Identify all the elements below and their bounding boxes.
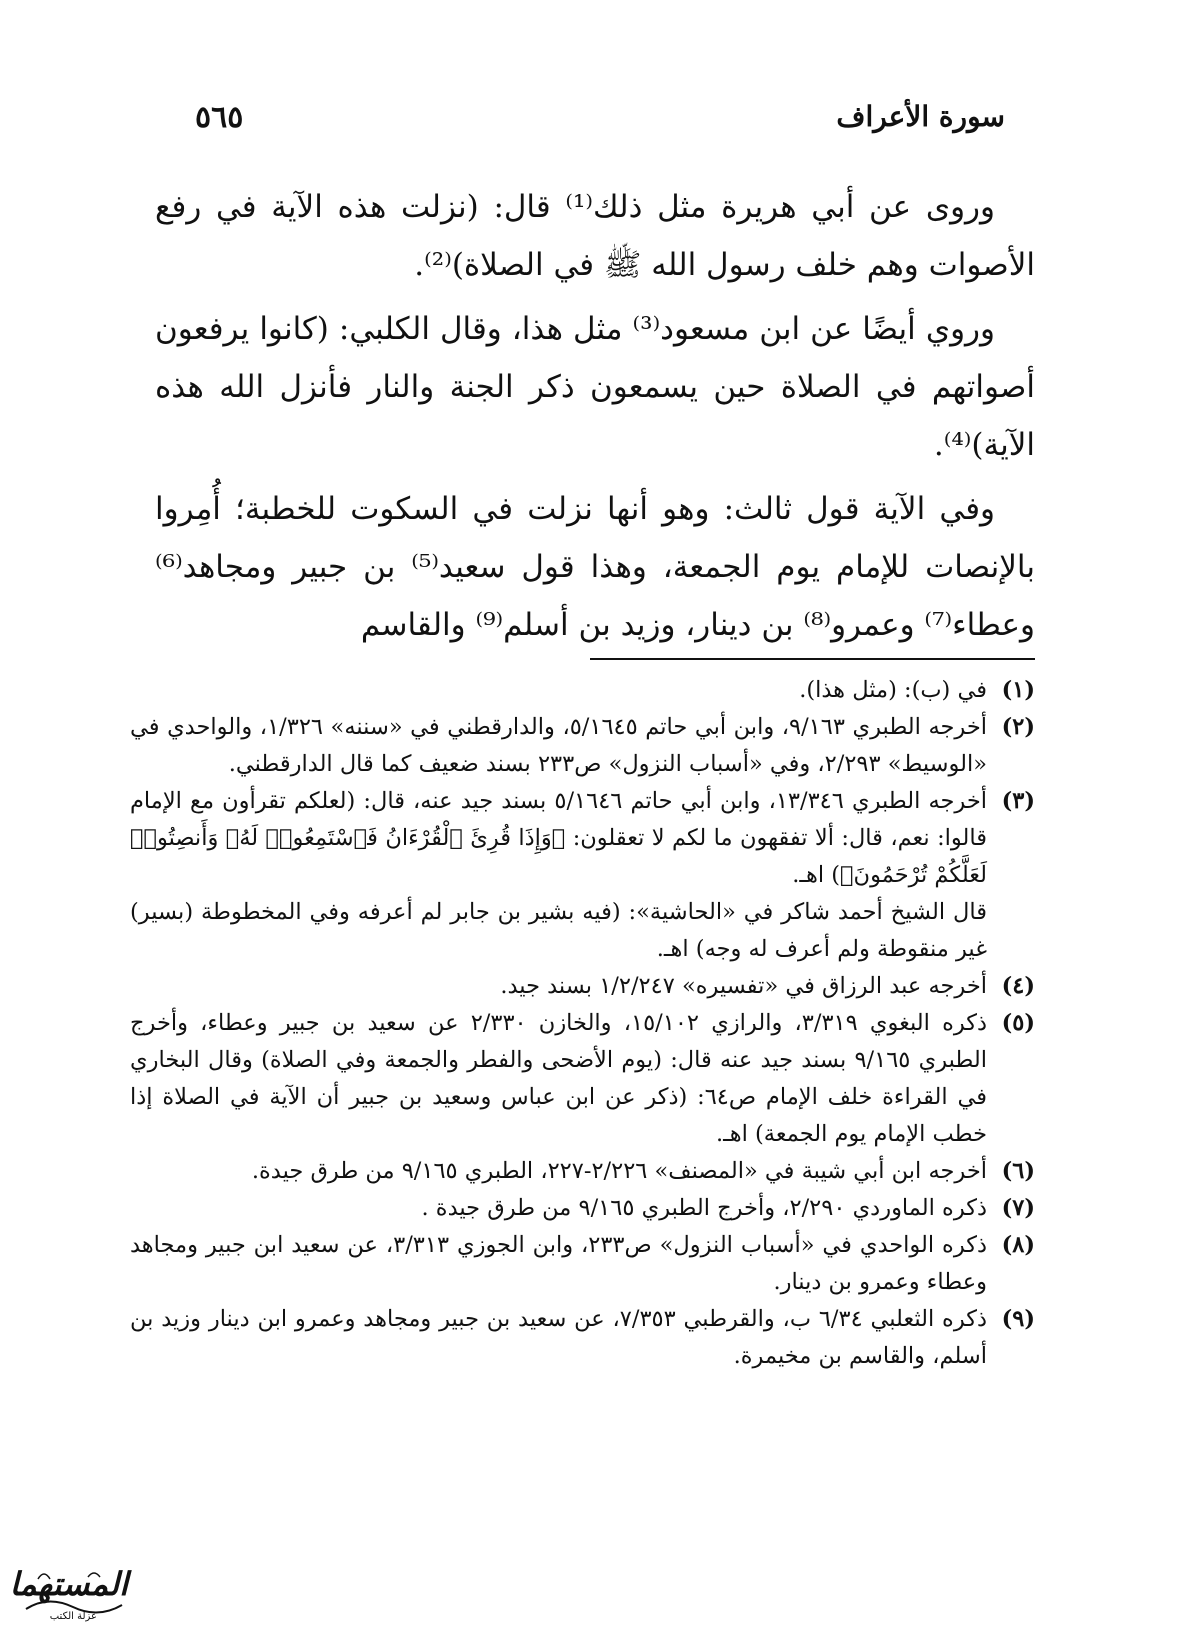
footnote-number: (٨) bbox=[1001, 1232, 1035, 1258]
footnote-3 bbox=[130, 783, 1035, 894]
publisher-logo bbox=[9, 1565, 128, 1635]
footnote-number: (٦) bbox=[1001, 1158, 1035, 1184]
paragraph-1: وروى عن أبي هريرة مثل ذلك⁽¹⁾ قال: (نزلت هذه الآية في رفع الأصوات وهم خلف رسول الله ﷺ في الصلاة)⁽²⁾. bbox=[155, 189, 1035, 283]
paragraph-3: وفي الآية قول ثالث: وهو أنها نزلت في السكوت للخطبة؛ أُمِروا بالإنصات للإمام يوم الجمعة، وهذا قول سعيد⁽⁵⁾ بن جبير ومجاهد⁽⁶⁾ وعطاء⁽⁷⁾ وعمرو⁽⁸⁾ بن دينار، وزيد بن أسلم⁽⁹⁾ والقاسم bbox=[155, 491, 1035, 643]
footnote-number: (٣) bbox=[1001, 788, 1035, 814]
footnote-text: في (ب): (مثل هذا). bbox=[799, 677, 987, 703]
logo-title: المستهما bbox=[9, 1565, 128, 1603]
page-number: ٥٦٥ bbox=[195, 100, 244, 135]
footnote-4 bbox=[130, 968, 1035, 1005]
footnote-text: ذكره الثعلبي ٦/٣٤ ب، والقرطبي ٧/٣٥٣، عن سعيد بن جبير ومجاهد وعمرو ابن دينار وزيد بن أسلم، والقاسم بن مخيمرة. bbox=[130, 1306, 987, 1369]
main-text bbox=[155, 178, 1035, 654]
page-header bbox=[195, 100, 1005, 140]
footnote-text: ذكره البغوي ٣/٣١٩، والرازي ١٥/١٠٢، والخازن ٢/٣٣٠ عن سعيد بن جبير وعطاء، وأخرج الطبري ٩/١٦٥ بسند جيد عنه قال: (يوم الأضحى والفطر والجمعة وفي الصلاة) وقال البخاري في القراءة خلف الإمام ص٦٤: (ذكر عن ابن عباس وسعيد بن جبير أن الآية في الصلاة إذا خطب الإمام يوم الجمعة) اهـ. bbox=[130, 1010, 987, 1147]
paragraph-2: وروي أيضًا عن ابن مسعود⁽³⁾ مثل هذا، وقال الكلبي: (كانوا يرفعون أصواتهم في الصلاة حين يسمعون ذكر الجنة والنار فأنزل الله هذه الآية)⁽⁴⁾. bbox=[155, 311, 1035, 463]
footnote-separator bbox=[590, 658, 1035, 660]
footnote-text: أخرجه الطبري ٩/١٦٣، وابن أبي حاتم ٥/١٦٤٥، والدارقطني في «سننه» ١/٣٢٦، والواحدي في «الوسيط» ٢/٢٩٣، وفي «أسباب النزول» ص٢٣٣ بسند ضعيف كما قال الدارقطني. bbox=[130, 714, 987, 777]
footnote-text: أخرجه عبد الرزاق في «تفسيره» ١/٢/٢٤٧ بسند جيد. bbox=[500, 973, 987, 999]
footnote-7 bbox=[130, 1190, 1035, 1227]
footnote-number: (٢) bbox=[1001, 714, 1035, 740]
footnote-text: أخرجه ابن أبي شيبة في «المصنف» ٢/٢٢٦-٢٢٧، الطبري ٩/١٦٥ من طرق جيدة. bbox=[251, 1158, 987, 1184]
footnote-text: ذكره الواحدي في «أسباب النزول» ص٢٣٣، وابن الجوزي ٣/٣١٣، عن سعيد ابن جبير ومجاهد وعطاء وعمرو بن دينار. bbox=[130, 1232, 987, 1295]
footnote-number: (٩) bbox=[1001, 1306, 1035, 1332]
footnote-1 bbox=[130, 672, 1035, 709]
footnote-5 bbox=[130, 1005, 1035, 1153]
footnote-number: (٥) bbox=[1001, 1010, 1035, 1036]
footnote-8 bbox=[130, 1227, 1035, 1301]
footnote-number: (٤) bbox=[1001, 973, 1035, 999]
footnote-number: (١) bbox=[1001, 677, 1035, 703]
footnote-text: ذكره الماوردي ٢/٢٩٠، وأخرج الطبري ٩/١٦٥ من طرق جيدة . bbox=[421, 1195, 987, 1221]
footnote-9 bbox=[130, 1301, 1035, 1375]
footnote-3-continuation: قال الشيخ أحمد شاكر في «الحاشية»: (فيه بشير بن جابر لم أعرفه وفي المخطوطة (بسير) غير منقوطة ولم أعرف له وجه) اهـ. bbox=[130, 899, 987, 962]
footnote-text: أخرجه الطبري ١٣/٣٤٦، وابن أبي حاتم ٥/١٦٤٦ بسند جيد عنه، قال: (لعلكم تقرأون مع الإمام قالوا: نعم، قال: ألا تفقهون ما لكم لا تعقلون: ﴿وَإِذَا قُرِئَ ٱلْقُرْءَانُ فَٱسْتَمِعُوا۟ لَهُۥ وَأَنصِتُوا۟ لَعَلَّكُمْ تُرْحَمُونَ﴾) اهـ. bbox=[130, 788, 987, 888]
footnote-6 bbox=[130, 1153, 1035, 1190]
logo-subtitle: غزلة الكتب bbox=[49, 1611, 97, 1622]
surah-title: سورة الأعراف bbox=[836, 100, 1005, 133]
footnote-2 bbox=[130, 709, 1035, 783]
footnote-number: (٧) bbox=[1001, 1195, 1035, 1221]
footnotes bbox=[130, 672, 1035, 1375]
